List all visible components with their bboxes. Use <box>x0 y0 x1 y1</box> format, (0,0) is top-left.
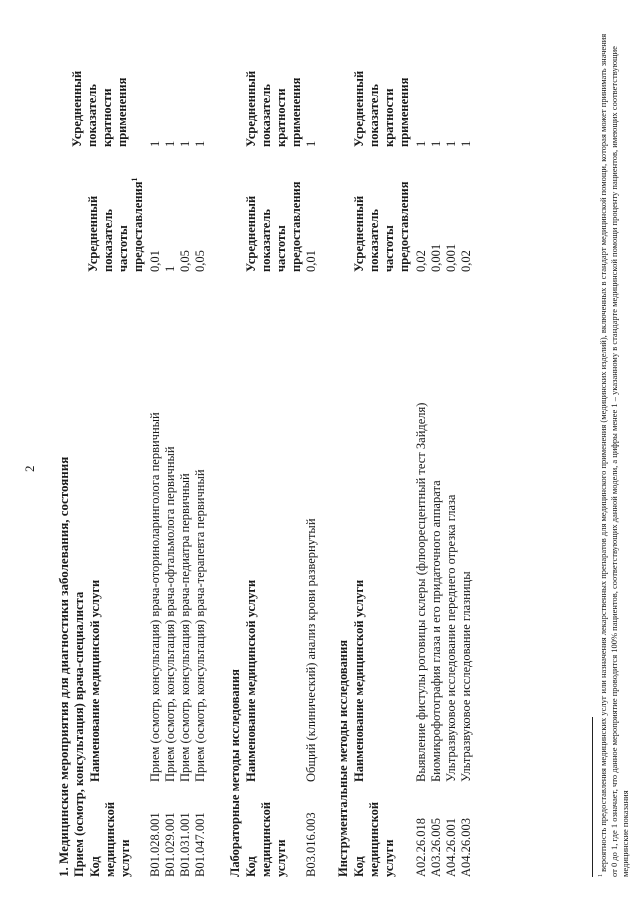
document-content <box>0 27 640 877</box>
header-name: Наименование медицинской услуги <box>244 579 258 782</box>
header-multiplicity: Усредненный показатель кратности применения <box>70 70 129 147</box>
table-row: A04.26.003 Ультразвуковое исследование глазницы 0,02 1 <box>459 140 473 877</box>
block-title-instrumental: Инструментальные методы исследования <box>336 639 350 877</box>
table-row: B01.028.001 Прием (осмотр, консультация) врача-оториноларинголога первичный 0,01 1 <box>148 140 162 877</box>
table-header <box>244 27 304 877</box>
page-number: 2 <box>22 465 37 472</box>
table-row: B03.016.003 Общий (клинический) анализ крови развернутый 0,01 1 <box>304 140 318 877</box>
table-row: A02.26.018 Выявление фистулы роговицы склеры (флюоресцентный тест Зайделя) 0,02 1 <box>414 140 428 877</box>
header-code: Код медицинской услуги <box>244 801 288 877</box>
footnote-divider <box>592 717 593 877</box>
footnote <box>598 27 631 877</box>
block-title-consultation: Прием (осмотр, консультация) врача-специалиста <box>72 591 86 877</box>
footnote-mark: 1 <box>598 874 605 877</box>
header-name: Наименование медицинской услуги <box>88 579 102 782</box>
table-header <box>352 27 414 877</box>
header-frequency: Усредненный показатель частоты предоставления$^1$ <box>86 177 145 272</box>
table-row: B01.031.001 Прием (осмотр, консультация) врача-педиатра первичный 0,05 1 <box>178 140 192 877</box>
header-frequency: Усредненный показатель частоты предоставления <box>244 181 303 272</box>
footnote-text: вероятность предоставления медицинских услуг или назначения лекарственных препаратов для медицинского применения (медицинских изделий), включенных в стандарт медицинской помощи, которая может принимать значения от 0 до 1, где 1 означает, что данное мероприятие проводится 100% пациентов, соответствующих данной модели, а цифры менее 1 – указанному в стандарте медицинской помощи проценту пациентов, имеющих соответствующие медицинские показания <box>598 33 630 877</box>
section-title: 1. Медицинские мероприятия для диагностики заболевания, состояния <box>56 456 71 877</box>
block-title-lab: Лабораторные методы исследования <box>228 669 242 877</box>
table-instrumental <box>352 27 474 877</box>
table-row: B01.029.001 Прием (осмотр, консультация) врача-офтальмолога первичный 1 1 <box>163 140 177 877</box>
header-code: Код медицинской услуги <box>352 801 396 877</box>
footnote-marker: 1 <box>129 177 139 182</box>
header-multiplicity: Усредненный показатель кратности применения <box>352 70 411 147</box>
header-multiplicity: Усредненный показатель кратности применения <box>244 70 303 147</box>
table-row: B01.047.001 Прием (осмотр, консультация) врача-терапевта первичный 0,05 1 <box>193 140 207 877</box>
table-row: A03.26.005 Биомикрофотография глаза и его придаточного аппарата 0,001 1 <box>429 140 443 877</box>
table-lab <box>244 27 319 877</box>
table-row: A04.26.001 Ультразвуковое исследование переднего отрезка глаза 0,001 1 <box>444 140 458 877</box>
header-code: Код медицинской услуги <box>88 801 132 877</box>
header-name: Наименование медицинской услуги <box>352 579 366 782</box>
header-frequency: Усредненный показатель частоты предоставления <box>352 181 411 272</box>
